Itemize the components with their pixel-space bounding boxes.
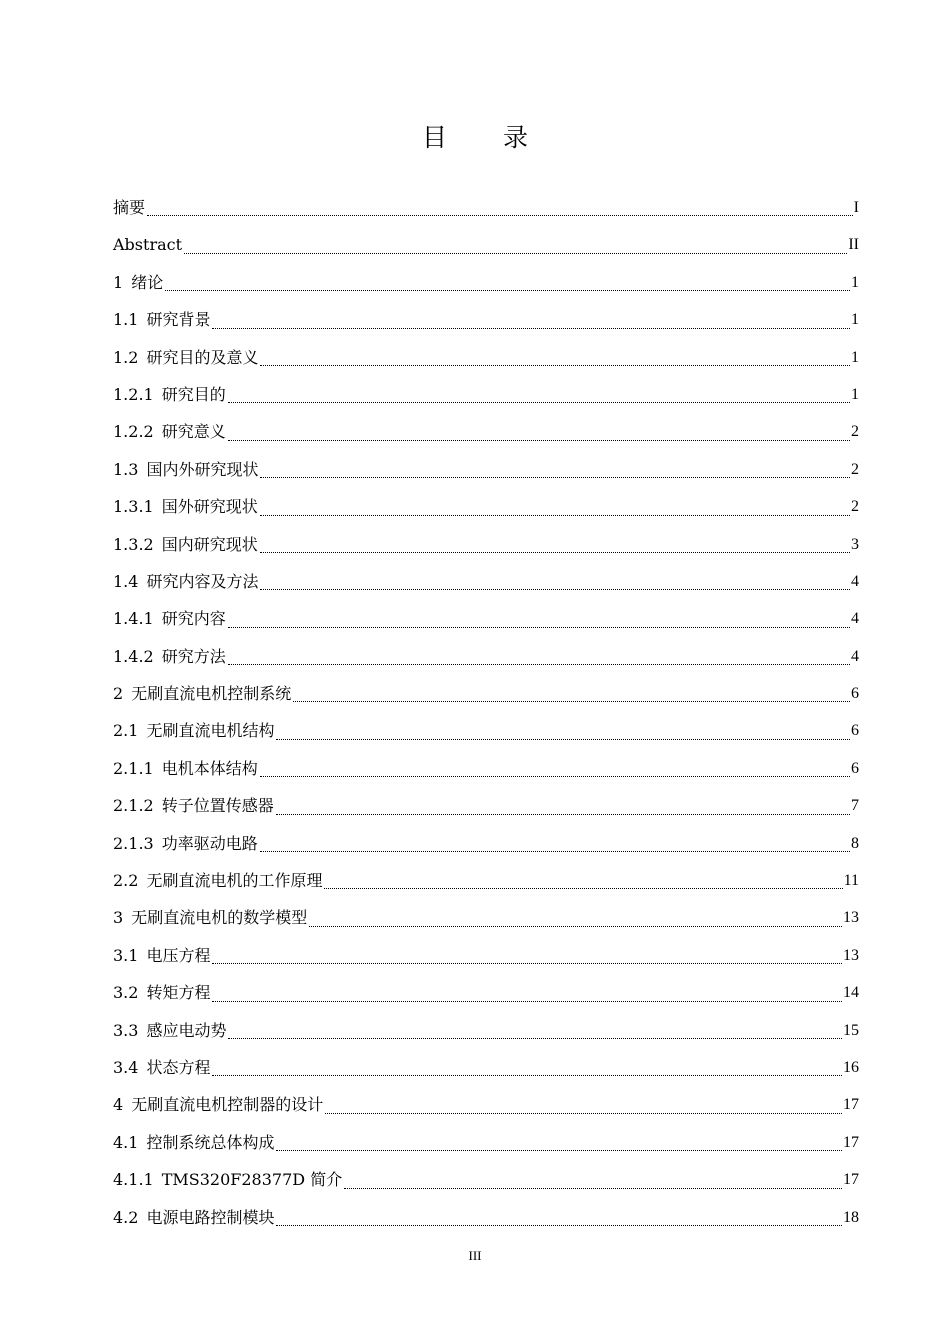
toc-entry-page: 2 bbox=[851, 498, 859, 516]
toc-entry[interactable] bbox=[113, 638, 859, 675]
toc-leader-dots bbox=[212, 1074, 842, 1076]
toc-entry[interactable] bbox=[113, 1124, 859, 1161]
toc-entry-title: 研究背景 bbox=[146, 310, 211, 330]
toc-entry-title: 无刷直流电机的数学模型 bbox=[131, 908, 308, 928]
toc-entry-title: 无刷直流电机的工作原理 bbox=[146, 871, 323, 891]
toc-entry-page: 7 bbox=[851, 797, 859, 815]
toc-entry-number: 2.1 bbox=[113, 721, 139, 741]
toc-entry-title: 研究目的 bbox=[161, 384, 226, 404]
toc-entry[interactable] bbox=[113, 264, 859, 301]
toc-entry[interactable] bbox=[113, 488, 859, 525]
toc-entry-page: 1 bbox=[851, 385, 859, 403]
toc-entry-page: 4 bbox=[851, 572, 859, 590]
toc-leader-dots bbox=[344, 1187, 842, 1189]
toc-entry-page: 4 bbox=[851, 610, 859, 628]
toc-entry-page: I bbox=[853, 198, 859, 216]
toc-entry-title: 研究内容 bbox=[161, 609, 226, 629]
toc-entry-number: 4.1 bbox=[113, 1132, 139, 1152]
toc-leader-dots bbox=[212, 327, 850, 329]
toc-entry-number: 3.1 bbox=[113, 945, 139, 965]
toc-entry-title: 控制系统总体构成 bbox=[146, 1132, 275, 1152]
toc-entry-page: 17 bbox=[843, 1096, 859, 1114]
toc-entry-page: 4 bbox=[851, 647, 859, 665]
toc-entry-title: 研究意义 bbox=[161, 422, 226, 442]
toc-entry-number: 1 bbox=[113, 272, 124, 292]
toc-leader-dots bbox=[212, 1000, 842, 1002]
toc-entry[interactable] bbox=[113, 937, 859, 974]
toc-leader-dots bbox=[276, 1149, 842, 1151]
toc-entry[interactable] bbox=[113, 675, 859, 712]
toc-leader-dots bbox=[276, 738, 850, 740]
toc-entry-page: 15 bbox=[843, 1021, 859, 1039]
toc-entry-number: 2.1.1 bbox=[113, 758, 154, 778]
toc-entry-number: 4.2 bbox=[113, 1207, 139, 1227]
toc-entry-title: 研究内容及方法 bbox=[146, 571, 259, 591]
toc-entry-number: 1.3 bbox=[113, 459, 139, 479]
toc-entry-title: 电源电路控制模块 bbox=[146, 1207, 275, 1227]
toc-entry[interactable] bbox=[113, 1199, 859, 1236]
toc-entry-number: 1.4.2 bbox=[113, 646, 154, 666]
toc-entry-number: 2.1.2 bbox=[113, 796, 154, 816]
toc-entry-page: 2 bbox=[851, 423, 859, 441]
toc-leader-dots bbox=[260, 364, 850, 366]
toc-entry[interactable] bbox=[113, 526, 859, 563]
toc-leader-dots bbox=[260, 588, 850, 590]
toc-entry[interactable] bbox=[113, 189, 859, 226]
toc-entry-title: 转矩方程 bbox=[146, 983, 211, 1003]
toc-entry-number: 2.2 bbox=[113, 871, 139, 891]
toc-entry-number: 1.2.2 bbox=[113, 422, 154, 442]
toc-entry-number: 1.2.1 bbox=[113, 384, 154, 404]
toc-entry-title: 无刷直流电机控制系统 bbox=[131, 684, 292, 704]
toc-entry-page: 8 bbox=[851, 834, 859, 852]
toc-entry-number: 1.4.1 bbox=[113, 609, 154, 629]
toc-entry-title: Abstract bbox=[113, 235, 183, 255]
toc-entry-title: 电压方程 bbox=[146, 945, 211, 965]
toc-entry-page: 6 bbox=[851, 722, 859, 740]
toc-entry[interactable] bbox=[113, 339, 859, 376]
page-title: 目 录 bbox=[422, 123, 552, 152]
toc-entry-number: 1.2 bbox=[113, 347, 139, 367]
toc-entry-title: 研究目的及意义 bbox=[146, 347, 259, 367]
toc-entry-number: 1.1 bbox=[113, 310, 139, 330]
toc-leader-dots bbox=[184, 252, 847, 254]
toc-leader-dots bbox=[228, 663, 850, 665]
toc-leader-dots bbox=[228, 439, 850, 441]
toc-entry-number: 3.4 bbox=[113, 1057, 139, 1077]
toc-leader-dots bbox=[276, 1224, 842, 1226]
toc-entry[interactable] bbox=[113, 413, 859, 450]
toc-entry-page: 13 bbox=[843, 946, 859, 964]
toc-entry-page: 1 bbox=[851, 273, 859, 291]
toc-leader-dots bbox=[260, 514, 850, 516]
toc-entry-page: II bbox=[848, 236, 859, 254]
toc-entry-page: 14 bbox=[843, 984, 859, 1002]
toc-entry-page: 1 bbox=[851, 311, 859, 329]
toc-leader-dots bbox=[260, 476, 850, 478]
toc-entry-title: 状态方程 bbox=[146, 1057, 211, 1077]
page-number: III bbox=[468, 1248, 482, 1263]
table-of-contents bbox=[113, 189, 859, 1236]
toc-entry-page: 6 bbox=[851, 685, 859, 703]
toc-entry-number: 1.3.2 bbox=[113, 534, 154, 554]
toc-entry-page: 17 bbox=[843, 1133, 859, 1151]
toc-entry[interactable] bbox=[113, 301, 859, 338]
toc-leader-dots bbox=[212, 962, 842, 964]
toc-leader-dots bbox=[165, 289, 850, 291]
toc-entry-title: 国内外研究现状 bbox=[146, 459, 259, 479]
toc-entry[interactable] bbox=[113, 862, 859, 899]
toc-entry[interactable] bbox=[113, 899, 859, 936]
toc-leader-dots bbox=[228, 401, 850, 403]
toc-entry-number: 4 bbox=[113, 1095, 124, 1115]
toc-entry[interactable] bbox=[113, 1049, 859, 1086]
toc-entry-title: 无刷直流电机结构 bbox=[146, 721, 275, 741]
toc-entry-number: 3.2 bbox=[113, 983, 139, 1003]
toc-entry-title: 感应电动势 bbox=[146, 1020, 227, 1040]
toc-entry-title: 摘要 bbox=[113, 197, 146, 217]
toc-entry-title: 电机本体结构 bbox=[161, 758, 258, 778]
toc-leader-dots bbox=[228, 1037, 842, 1039]
toc-entry-number: 1.4 bbox=[113, 571, 139, 591]
toc-leader-dots bbox=[325, 1112, 842, 1114]
toc-entry-title: 国外研究现状 bbox=[161, 497, 258, 517]
toc-entry-number: 3.3 bbox=[113, 1020, 139, 1040]
toc-entry-title: 无刷直流电机控制器的设计 bbox=[131, 1095, 324, 1115]
toc-entry[interactable] bbox=[113, 1012, 859, 1049]
toc-entry-page: 13 bbox=[843, 909, 859, 927]
toc-entry[interactable] bbox=[113, 451, 859, 488]
toc-entry-page: 18 bbox=[843, 1208, 859, 1226]
toc-entry[interactable] bbox=[113, 1086, 859, 1123]
toc-entry[interactable] bbox=[113, 563, 859, 600]
toc-entry-title: 绪论 bbox=[131, 272, 164, 292]
toc-entry-number: 1.3.1 bbox=[113, 497, 154, 517]
toc-leader-dots bbox=[228, 626, 850, 628]
toc-entry[interactable] bbox=[113, 825, 859, 862]
toc-entry-title: 转子位置传感器 bbox=[161, 796, 274, 816]
toc-entry[interactable] bbox=[113, 600, 859, 637]
toc-entry[interactable] bbox=[113, 712, 859, 749]
toc-leader-dots bbox=[260, 775, 850, 777]
toc-leader-dots bbox=[260, 850, 850, 852]
toc-leader-dots bbox=[293, 700, 850, 702]
toc-entry[interactable] bbox=[113, 226, 859, 263]
toc-entry-title: 研究方法 bbox=[161, 646, 226, 666]
toc-entry-page: 16 bbox=[843, 1058, 859, 1076]
toc-entry-page: 1 bbox=[851, 348, 859, 366]
toc-leader-dots bbox=[324, 887, 842, 889]
toc-entry-page: 3 bbox=[851, 535, 859, 553]
toc-entry[interactable] bbox=[113, 974, 859, 1011]
toc-entry[interactable] bbox=[113, 1161, 859, 1198]
toc-entry-number: 4.1.1 bbox=[113, 1170, 154, 1190]
toc-entry-title: 国内研究现状 bbox=[161, 534, 258, 554]
toc-entry-number: 2 bbox=[113, 684, 124, 704]
toc-entry-number: 3 bbox=[113, 908, 124, 928]
toc-leader-dots bbox=[276, 813, 850, 815]
toc-entry-page: 6 bbox=[851, 759, 859, 777]
toc-leader-dots bbox=[309, 925, 842, 927]
toc-entry-number: 2.1.3 bbox=[113, 833, 154, 853]
toc-entry-title: 功率驱动电路 bbox=[161, 833, 258, 853]
toc-entry[interactable] bbox=[113, 376, 859, 413]
toc-entry[interactable] bbox=[113, 787, 859, 824]
toc-entry-page: 17 bbox=[843, 1171, 859, 1189]
toc-entry-page: 2 bbox=[851, 460, 859, 478]
toc-entry-page: 11 bbox=[843, 872, 859, 890]
toc-leader-dots bbox=[260, 551, 850, 553]
toc-entry-title: TMS320F28377D 简介 bbox=[161, 1170, 343, 1190]
toc-entry[interactable] bbox=[113, 750, 859, 787]
toc-leader-dots bbox=[147, 214, 853, 216]
